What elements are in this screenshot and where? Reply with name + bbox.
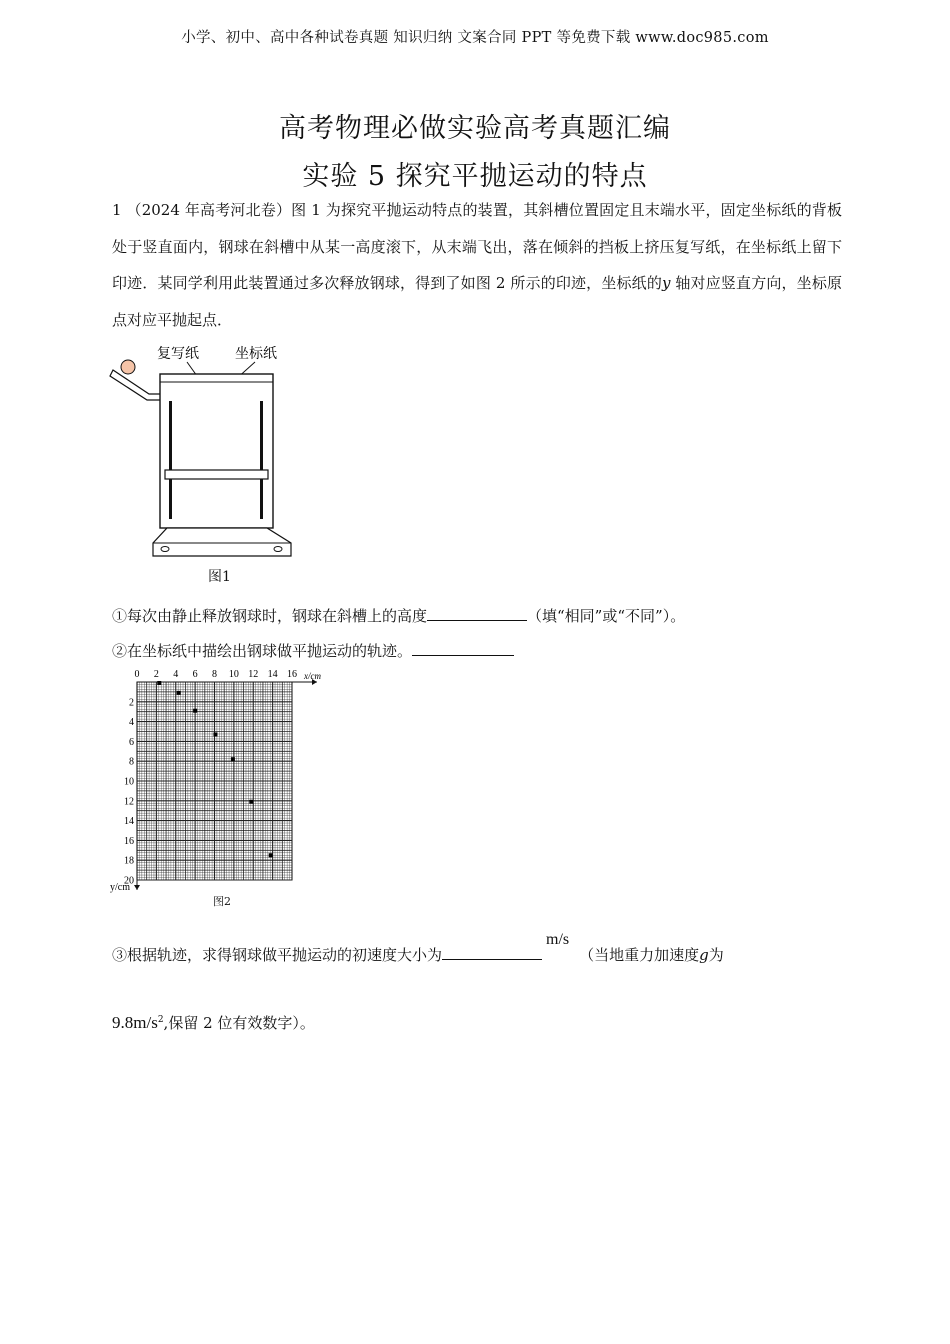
x-tick-label: 8 — [212, 669, 217, 680]
x-tick-label: 2 — [153, 669, 159, 680]
trajectory-mark — [213, 732, 217, 736]
apparatus-figure — [105, 338, 305, 568]
trajectory-mark — [177, 691, 181, 695]
y-tick-label: 8 — [129, 756, 134, 768]
trajectory-mark — [157, 681, 161, 685]
coordinate-paper-label: 坐标纸 — [235, 346, 277, 362]
y-tick-label: 14 — [124, 816, 134, 828]
answer-blank-2[interactable] — [412, 641, 514, 656]
trajectory-mark — [249, 800, 253, 804]
baffle-icon — [165, 470, 268, 479]
x-tick-label: 16 — [287, 669, 297, 680]
x-tick-label: 12 — [248, 669, 259, 680]
y-tick-label: 4 — [129, 717, 134, 729]
y-tick-label: 20 — [124, 875, 134, 887]
part3-note: （当地重力加速度 — [579, 946, 700, 964]
x-tick-label: 4 — [173, 669, 179, 680]
x-axis-label: x/cm — [304, 671, 321, 681]
gravity-symbol: g — [699, 946, 709, 964]
trajectory-mark — [231, 757, 235, 761]
y-tick-label: 12 — [124, 796, 134, 808]
intro-text: 1 （2024 年高考河北卷）图 1 为探究平抛运动特点的装置，其斜槽位置固定且末端水平，固定坐标纸的背板处于竖直面内，钢球在斜槽中从某一高度滚下，从末端飞出，落在倾斜的挡板上挤压复写纸，在坐标纸上留下印迹．某同学利用此装置通过多次释放钢球，得到了如图 2 所示的印迹，坐标纸的 — [112, 201, 842, 292]
chart-grid — [137, 682, 292, 880]
y-axis-arrow-icon — [134, 885, 140, 890]
backboard-icon — [160, 374, 273, 528]
part1-text: ①每次由静止释放钢球时，钢球在斜槽上的高度 — [112, 607, 428, 625]
x-tick-label: 14 — [267, 669, 278, 680]
carbon-paper-label: 复写纸 — [157, 346, 199, 362]
page-title: 高考物理必做实验高考真题汇编 — [279, 113, 671, 144]
x-tick-label: 0 — [134, 669, 140, 680]
intro-tail: 轴对应竖直方向，坐标原点对应平抛起点． — [112, 274, 842, 329]
answer-blank-1[interactable] — [427, 606, 527, 621]
gravity-value: 9.8m/s — [112, 1013, 158, 1032]
page-subtitle: 实验 5 探究平抛运动的特点 — [302, 161, 648, 192]
velocity-unit: m/s — [546, 931, 570, 948]
x-tick-label: 10 — [228, 669, 239, 680]
part2-text: ②在坐标纸中描绘出钢球做平抛运动的轨迹。 — [112, 642, 413, 660]
trajectory-mark — [193, 709, 197, 713]
part3-line-2 — [112, 1012, 315, 1033]
trajectory-chart — [100, 666, 340, 896]
question-intro — [112, 192, 842, 338]
page-header: 小学、初中、高中各种试卷真题 知识归纳 文案合同 PPT 等免费下载 www.doc985.com — [181, 30, 769, 46]
part3-tail: ,保留 2 位有效数字）。 — [163, 1014, 315, 1032]
answer-blank-3[interactable] — [442, 945, 542, 960]
y-tick-label: 10 — [124, 776, 134, 788]
part1-line — [112, 605, 685, 626]
steel-ball-icon — [121, 360, 135, 374]
part3-note-2: 为 — [708, 946, 724, 964]
base-icon — [153, 528, 291, 556]
gravity-exponent: 2 — [157, 1015, 164, 1025]
figure2-caption: 图2 — [213, 895, 231, 908]
part3-text: ③根据轨迹，求得钢球做平抛运动的初速度大小为 — [112, 946, 443, 964]
trajectory-mark — [269, 853, 273, 857]
y-tick-label: 6 — [129, 736, 134, 748]
y-tick-label: 18 — [124, 855, 134, 867]
intro-var: y — [661, 274, 671, 292]
y-axis-label: y/cm — [110, 882, 130, 893]
figure1-caption: 图1 — [208, 569, 231, 585]
y-tick-label: 16 — [124, 835, 134, 847]
part3-line — [112, 931, 724, 965]
x-tick-label: 6 — [192, 669, 198, 680]
part2-line — [112, 640, 514, 661]
part1-hint: （填“相同”或“不同”）。 — [527, 607, 686, 625]
y-tick-label: 2 — [129, 697, 134, 709]
